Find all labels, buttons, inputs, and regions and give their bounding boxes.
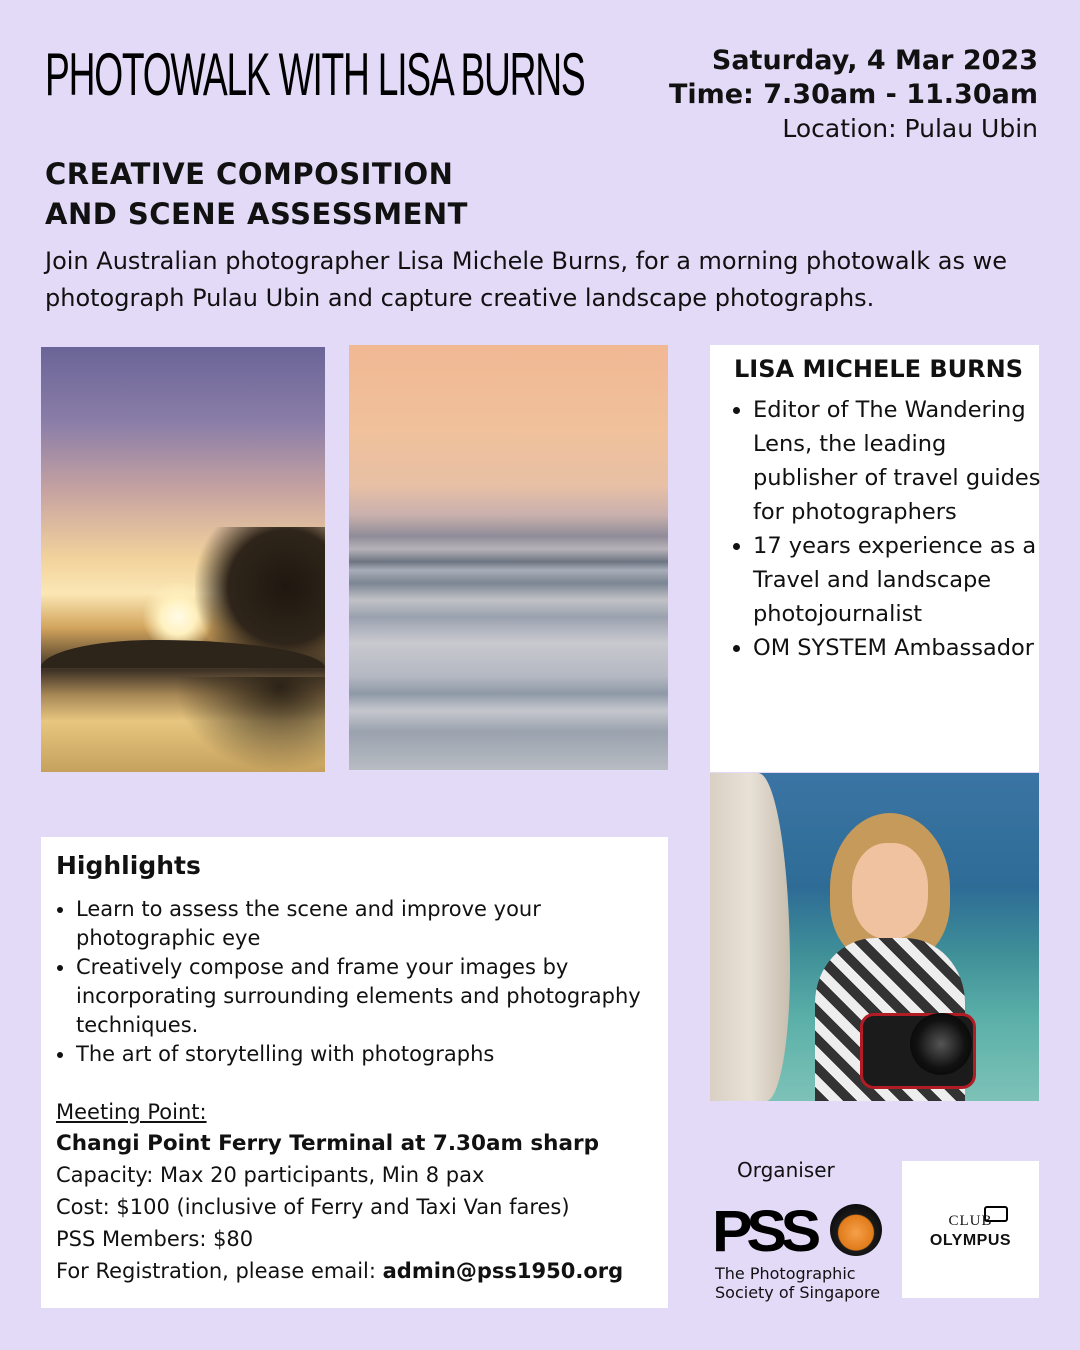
pss-name-line-1: The Photographic [715,1264,856,1283]
palm-reflection [175,677,325,772]
bio-list [732,393,1043,665]
meeting-point-place: Changi Point Ferry Terminal at 7.30am sharp [56,1131,599,1156]
event-info [669,44,1038,146]
bio-item: • Editor of The Wandering Lens, the leading publisher of travel guides for photographers [753,393,1043,529]
pss-logo [712,1199,881,1305]
registration-email[interactable]: admin@pss1950.org [382,1259,624,1283]
cost-text: Cost: $100 (inclusive of Ferry and Taxi Van fares) [56,1195,570,1219]
face [852,843,928,939]
sunset-palm-photo [41,347,325,772]
intro-paragraph: Join Australian photographer Lisa Michele Burns, for a morning photowalk as we photograph Pulau Ubin and capture creative landscape photographs. [45,247,1008,312]
event-location: Location: Pulau Ubin [782,114,1038,143]
tiger-icon [830,1204,882,1256]
bio-name: LISA MICHELE BURNS [734,355,1024,383]
lisa-portrait-photo [710,773,1039,1101]
pss-name [715,1264,880,1302]
camera-lens [910,1013,972,1075]
event-time: Time: 7.30am - 11.30am [668,79,1038,110]
pss-logo-letters: PSS [712,1199,815,1264]
bio-item: • 17 years experience as a Travel and landscape photojournalist [753,529,1043,631]
highlight-item: • Learn to assess the scene and improve your photographic eye [76,895,646,953]
event-subtitle [45,154,468,234]
organiser-label: Organiser [737,1158,835,1182]
event-title: PHOTOWALK WITH LISA BURNS [45,41,585,108]
bio-item: • OM SYSTEM Ambassador [753,631,1043,665]
highlight-item: • The art of storytelling with photographs [76,1040,646,1069]
meeting-point-label: Meeting Point: [56,1100,207,1124]
pss-name-line-2: Society of Singapore [715,1283,881,1302]
olympus-word: OLYMPUS [929,1232,1012,1249]
registration-line [56,1259,623,1283]
member-price-text: PSS Members: $80 [56,1227,254,1251]
highlights-title: Highlights [56,851,201,880]
bio-card [710,345,1039,772]
club-olympus-logo [902,1161,1039,1298]
long-exposure-seascape-photo [349,345,668,770]
subtitle-line-1: CREATIVE COMPOSITION [45,157,454,191]
club-word: CLUB [948,1213,993,1229]
subtitle-line-2: AND SCENE ASSESSMENT [45,197,468,231]
capacity-text: Capacity: Max 20 participants, Min 8 pax [56,1163,485,1187]
registration-prefix: For Registration, please email: [56,1259,383,1283]
highlights-card [41,837,668,1308]
event-date: Saturday, 4 Mar 2023 [711,45,1038,76]
highlights-list [56,895,646,1069]
highlight-item: • Creatively compose and frame your images by incorporating surrounding elements and photography techniques. [76,953,646,1040]
rock [710,773,790,1101]
